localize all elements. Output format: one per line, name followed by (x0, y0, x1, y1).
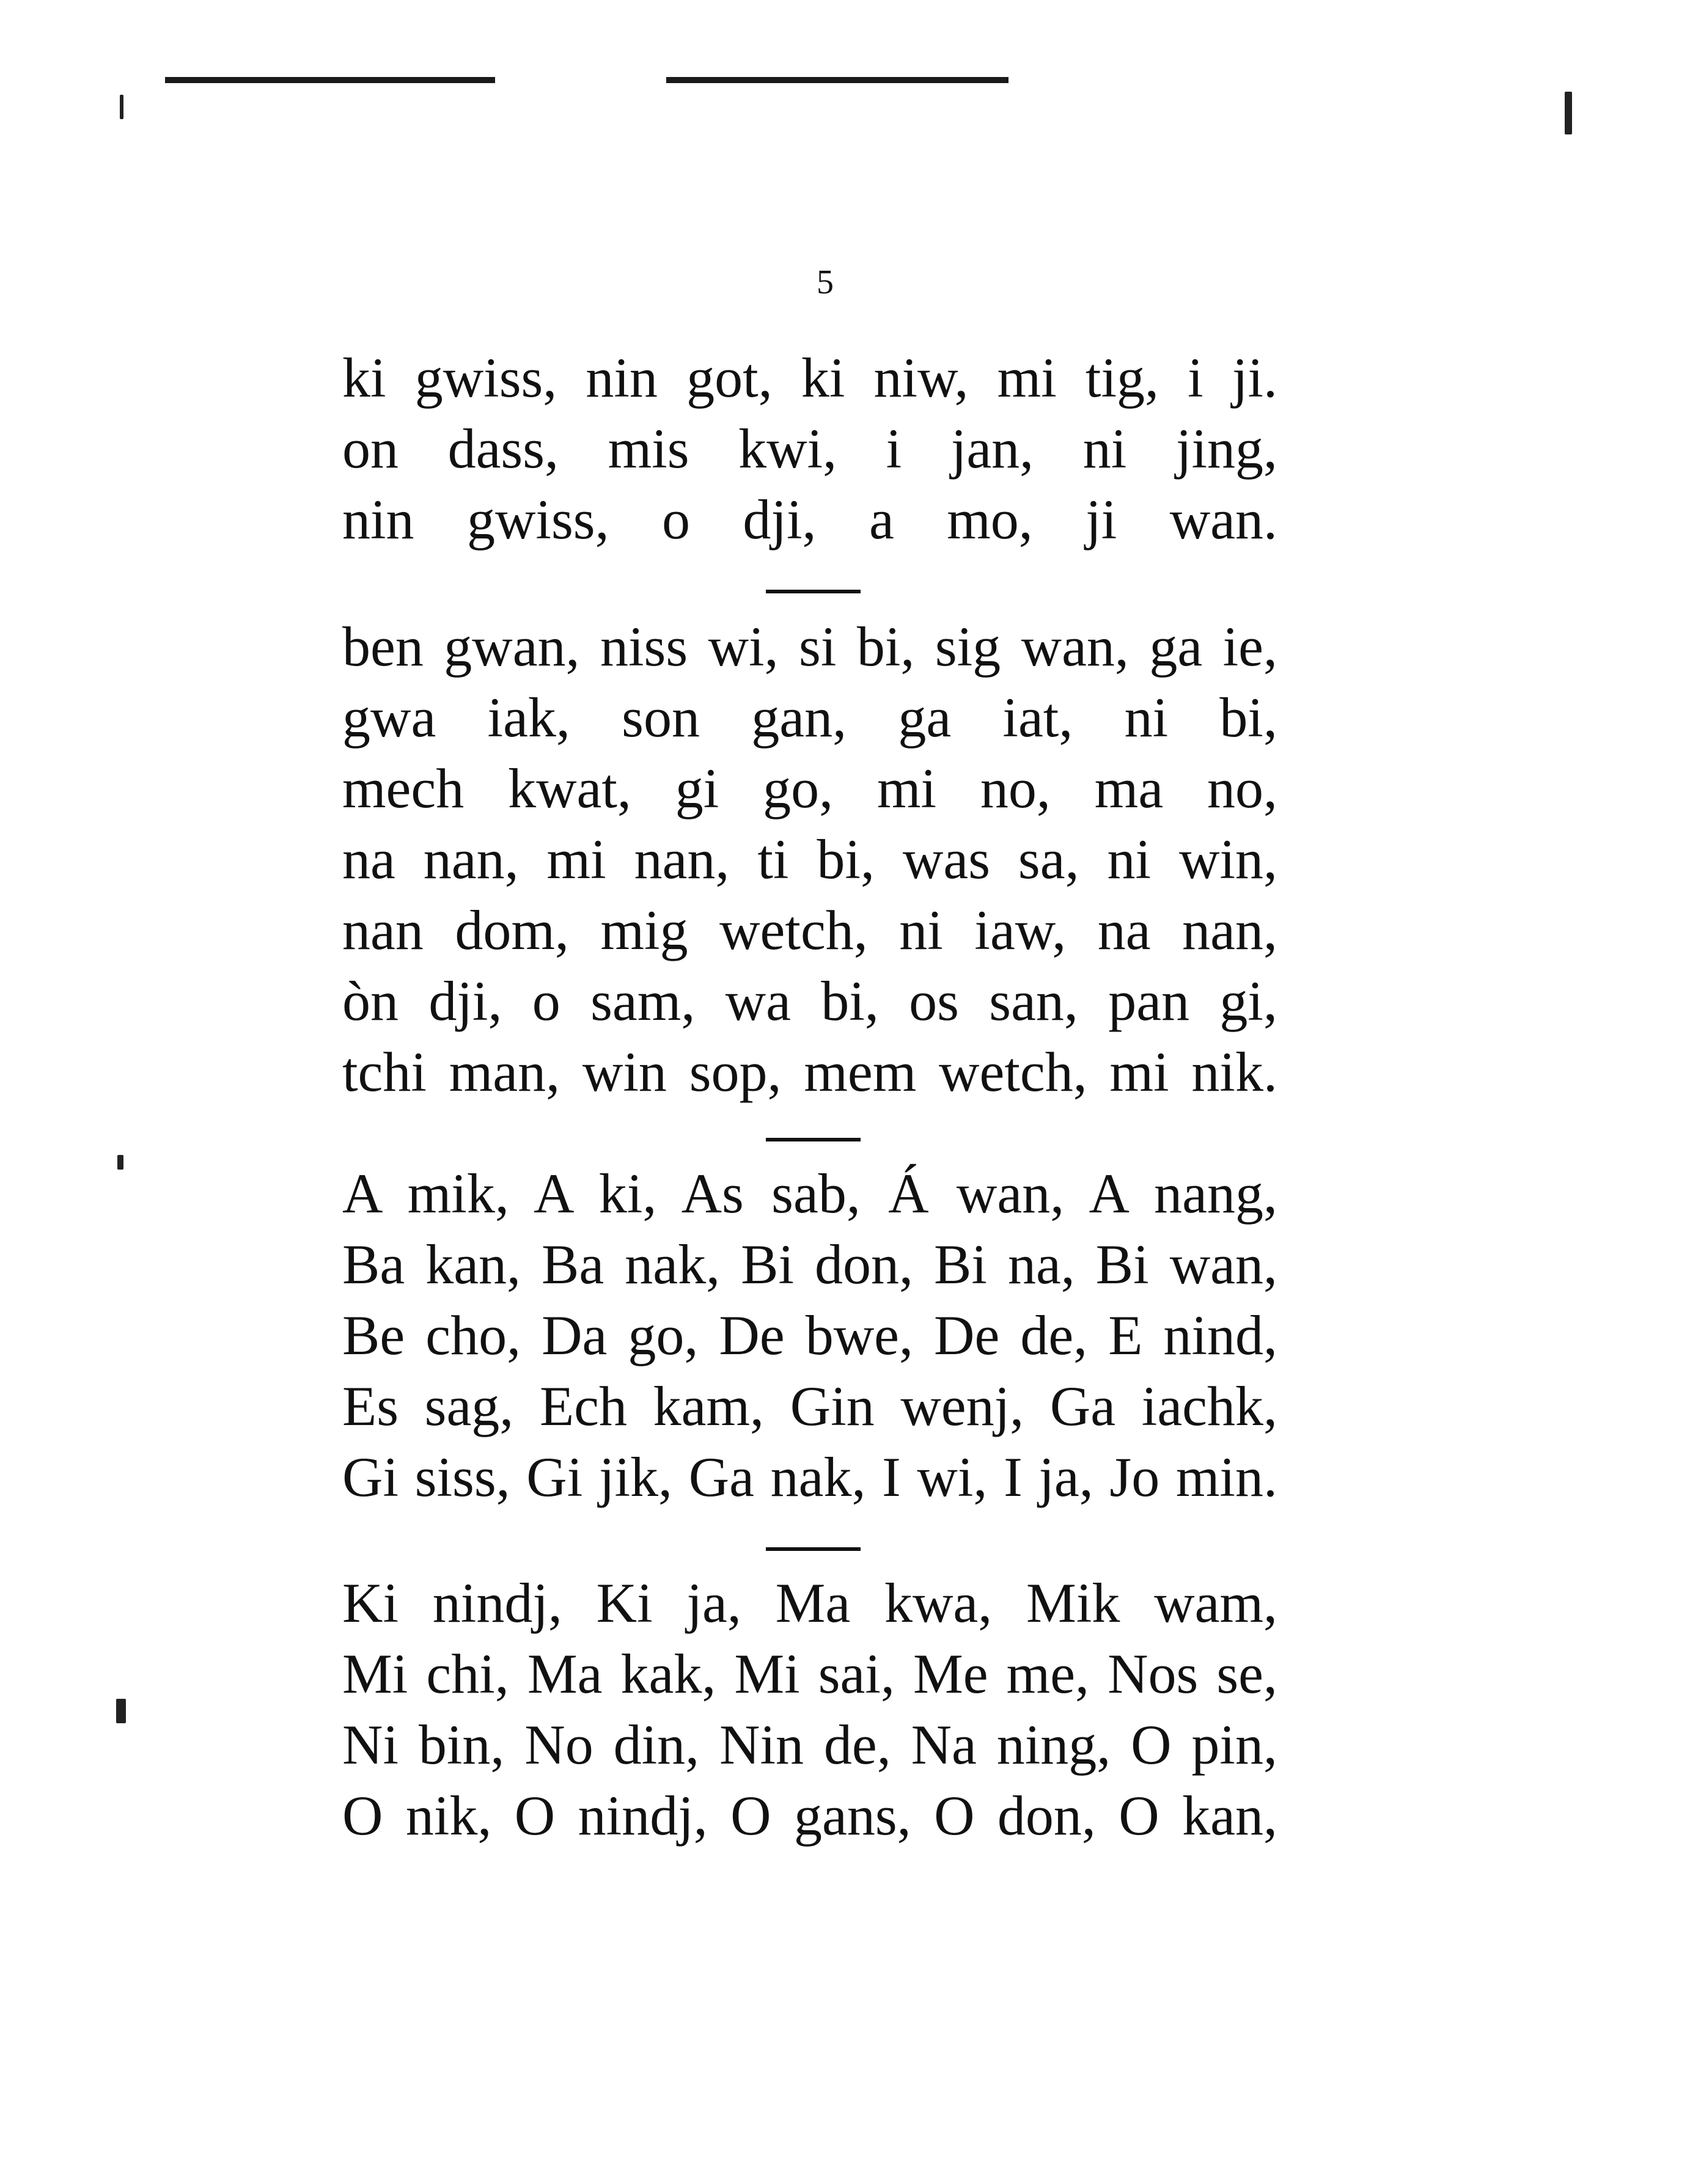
text-line: on dass, mis kwi, i jan, ni jing, (342, 417, 1277, 480)
text-line: Ba kan, Ba nak, Bi don, Bi na, Bi wan, (342, 1233, 1277, 1295)
section-divider (766, 1138, 861, 1141)
text-line: Es sag, Ech kam, Gin wenj, Ga iachk, (342, 1375, 1277, 1437)
scan-artifact-bar-left (165, 77, 495, 83)
text-line: Ki nindj, Ki ja, Ma kwa, Mik wam, (342, 1572, 1277, 1634)
scan-speck (117, 1155, 123, 1170)
text-line: A mik, A ki, As sab, Á wan, A nang, (342, 1162, 1277, 1225)
text-line: gwa iak, son gan, ga iat, ni bi, (342, 686, 1277, 749)
text-line: Ni bin, No din, Nin de, Na ning, O pin, (342, 1713, 1277, 1776)
text-line: òn dji, o sam, wa bi, os san, pan gi, (342, 970, 1277, 1032)
scan-speck (120, 95, 123, 119)
scan-speck (1565, 92, 1572, 134)
section-divider (766, 1547, 861, 1551)
text-line: mech kwat, gi go, mi no, ma no, (342, 757, 1277, 819)
text-line: nan dom, mig wetch, ni iaw, na nan, (342, 899, 1277, 961)
text-line: ki gwiss, nin got, ki niw, mi tig, i ji. (342, 346, 1277, 409)
scan-artifact-bar-right (666, 77, 1008, 83)
text-line: O nik, O nindj, O gans, O don, O kan, (342, 1784, 1277, 1847)
text-section-4 (342, 1567, 1277, 1851)
text-line: na nan, mi nan, ti bi, was sa, ni win, (342, 828, 1277, 890)
text-line: Gi siss, Gi jik, Ga nak, I wi, I ja, Jo min. (342, 1446, 1277, 1508)
text-section-3 (342, 1158, 1277, 1512)
scan-speck (116, 1699, 126, 1723)
text-section-2 (342, 611, 1277, 1107)
section-divider (766, 590, 861, 593)
text-line: Mi chi, Ma kak, Mi sai, Me me, Nos se, (342, 1643, 1277, 1705)
text-line: tchi man, win sop, mem wetch, mi nik. (342, 1041, 1277, 1103)
text-section-1 (342, 342, 1277, 555)
text-line: nin gwiss, o dji, a mo, ji wan. (342, 488, 1277, 551)
page-number: 5 (817, 263, 834, 301)
text-line: Be cho, Da go, De bwe, De de, E nind, (342, 1304, 1277, 1366)
text-line: ben gwan, niss wi, si bi, sig wan, ga ie, (342, 615, 1277, 678)
